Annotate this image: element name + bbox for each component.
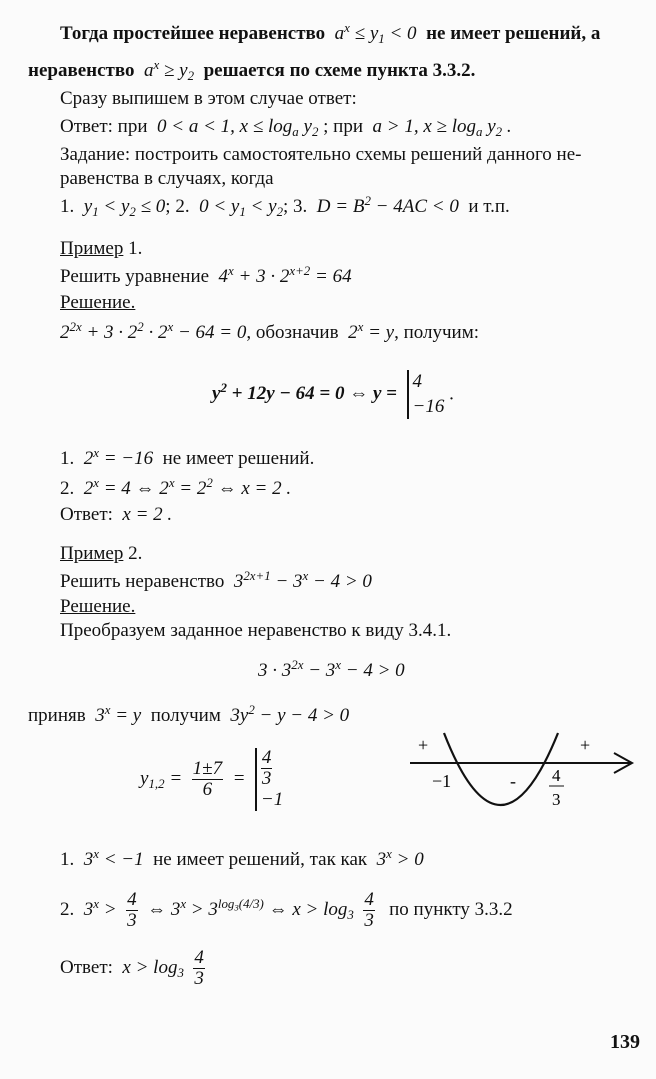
root-four-thirds-num: 4: [552, 766, 561, 785]
text-line-2: неравенство $a^x \ge y_2$ решается по схеме пункта 3.3.2.: [28, 56, 476, 83]
example-1-answer: Ответ: x = 2 .: [60, 504, 173, 525]
example-2-answer: Ответ: $x > \log_3$ $\frac{4}{3}$: [60, 947, 204, 989]
root-four-thirds-den: 3: [552, 790, 561, 809]
example-2-solution-label: Решение.: [60, 596, 136, 617]
example-1-case-1: 1. $2^x = -16$ не имеет решений.: [60, 444, 315, 469]
example-2-transform: Преобразуем заданное неравенство к виду 3.4.1.: [60, 620, 452, 641]
example-2-substitution: приняв $3^x = y$ получим $3y^2 - y - 4 > 0$: [28, 701, 350, 726]
page-number: 139: [610, 1031, 640, 1053]
text-line-1: Тогда простейшее неравенство $a^x \le y_1 < 0$ не имеет решений, а: [60, 19, 601, 46]
example-1-quadratic: $y^2 + 12y - 64 = 0$ ⇔ y = 4 −16 .: [212, 370, 454, 419]
sign-plus-right: +: [580, 735, 591, 755]
answer-line-general: Ответ: при 0 < a < 1, $x \le \log_a y_2$ ; при a > 1, $x \ge \log_a y_2$ .: [60, 116, 512, 139]
root-minus-one: −1: [432, 771, 452, 791]
task-line-1: Задание: построить самостоятельно схемы решений данного не-: [60, 144, 582, 165]
roots-formula: $y_{1,2}$ = $\frac{1\pm 7}{6}$ = $\frac{4}{3}$ −1: [140, 747, 284, 810]
task-cases: 1. $y_1 < y_2 \le 0$; 2. $0 < y_1 < y_2$; 3. $D = B^2 - 4AC < 0$ и т.п.: [60, 192, 510, 219]
example-2-inequality: $3 \cdot 3^{2x} - 3^x - 4 > 0$: [258, 656, 405, 681]
example-2-case-2: 2. $3^x$ > $\frac{4}{3}$ ⇔ $3^x > 3^{log_3(4/3)}$ ⇔ $x > \log_3$ $\frac{4}{3}$ по пункту 3.3.2: [60, 889, 513, 931]
sign-plus-left: +: [418, 735, 429, 755]
example-1-task: Решить уравнение $4^x + 3 \cdot 2^{x+2} = 64$: [60, 262, 352, 287]
formula-2: $a^x \ge y_2$: [139, 56, 195, 83]
task-line-2: равенства в случаях, когда: [60, 168, 274, 189]
solution-system: 4 −16: [407, 370, 445, 419]
example-2-task: Решить неравенство $3^{2x+1} - 3^x - 4 > 0$: [60, 567, 372, 592]
sign-minus: -: [510, 771, 516, 791]
example-1-solution-label: Решение.: [60, 292, 136, 313]
formula-4: a > 1, $x \ge \log_a y_2$ .: [367, 116, 512, 139]
example-2-heading: Пример 2.: [60, 543, 143, 564]
example-1-step-1: $2^{2x} + 3 \cdot 2^2 \cdot 2^x - 64 = 0$, обозначив $2^x = y$, получим:: [60, 318, 480, 343]
example-1-heading: Пример 1.: [60, 238, 143, 259]
example-1-case-2: 2. $2^x = 4$ ⇔ $2^x = 2^2$ ⇔ x = 2 .: [60, 474, 292, 499]
text-line-3: Сразу выпишем в этом случае ответ:: [60, 88, 357, 109]
sign-chart: [400, 725, 645, 825]
example-2-case-1: 1. $3^x < -1$ не имеет решений, так как $3^x > 0$: [60, 845, 424, 870]
formula-1: $a^x \le y_1 < 0$: [329, 19, 422, 46]
parabola: [444, 733, 558, 805]
formula-3: 0 < a < 1, $x \le \log_a y_2$: [152, 116, 319, 139]
